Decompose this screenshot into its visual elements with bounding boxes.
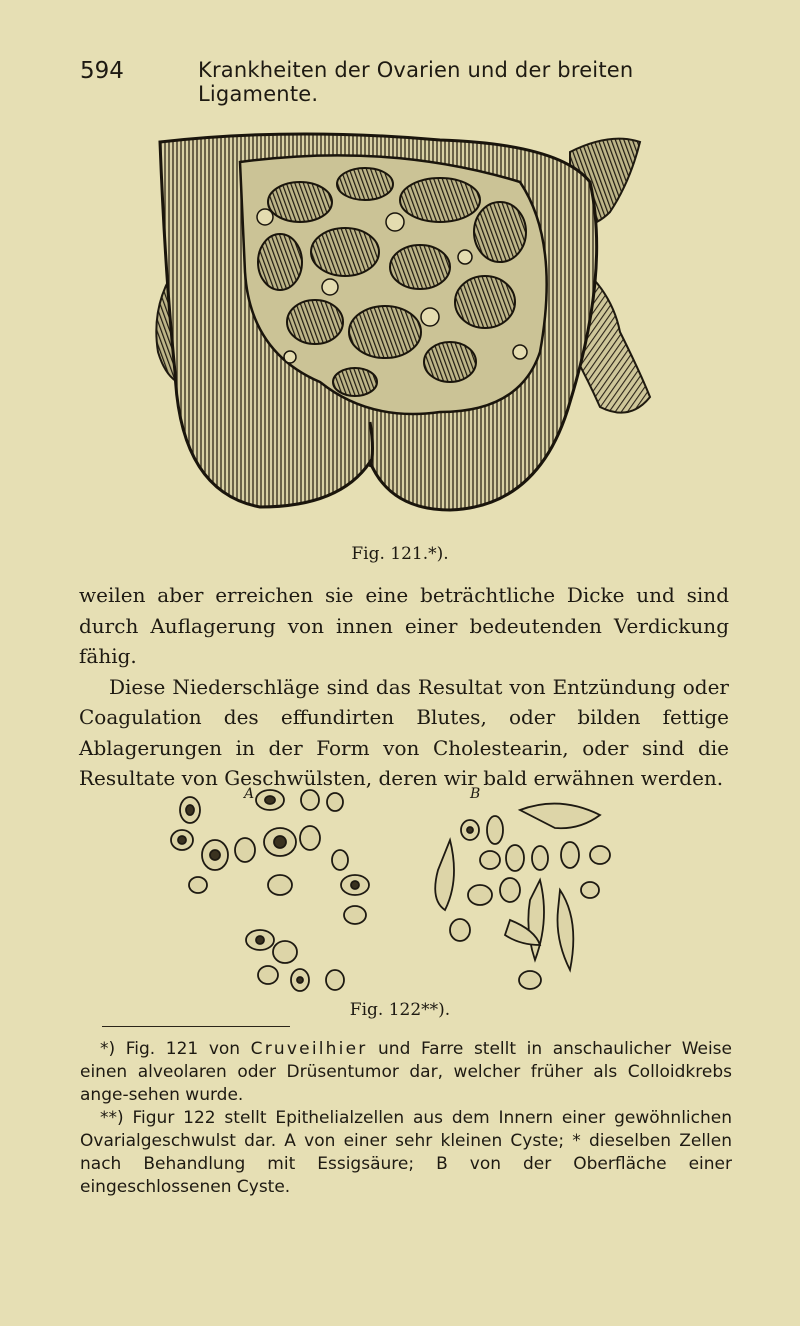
running-title: Krankheiten der Ovarien und der breiten Ligamente.	[198, 58, 634, 106]
figure-121-illustration	[140, 122, 660, 512]
paragraph: Diese Niederschläge sind das Resultat von Entzündung oder Coagulation des effundirten Blutes, oder bilden fettige Ablagerungen in der Form von Cholestearin, oder sind die Resultate von Geschwülsten, deren wir bald erwähnen werden.	[79, 674, 729, 790]
footnote-reference: Fig. 121 von	[125, 1039, 241, 1059]
footnote-divider	[102, 1026, 290, 1027]
footnote-2	[80, 1107, 732, 1199]
figure-122-caption: Fig. 122**).	[349, 1000, 451, 1020]
page-header	[80, 58, 740, 106]
footnotes	[80, 1038, 732, 1199]
footnote-1	[80, 1038, 732, 1107]
page-number: 594	[80, 58, 124, 84]
figure-122-label-a: A	[244, 786, 255, 802]
footnote-marker: *)	[100, 1039, 116, 1059]
footnote-author: Cruveilhier	[250, 1039, 368, 1059]
footnote-text: und Farre stellt in anschaulicher Weise einen alveolaren oder Drüsentumor dar, welcher früher als Colloidkrebs ange-sehen wurde.	[80, 1039, 732, 1105]
footnote-text: Figur 122 stellt Epithelialzellen aus dem Innern einer gewöhnlichen Ovarialgeschwulst dar. A von einer sehr kleinen Cyste; * dieselben Zellen nach Behandlung mit Essigsäure; B von der Oberfläche einer eingeschlossenen Cyste.	[80, 1108, 732, 1197]
paragraph: weilen aber erreichen sie eine beträchtliche Dicke und sind durch Auflagerung von innen einer bedeutenden Verdickung fähig.	[79, 583, 729, 668]
body-text	[79, 580, 729, 794]
footnote-marker: **)	[100, 1108, 124, 1128]
figure-122-label-b: B	[470, 786, 481, 802]
figure-122-illustration	[160, 770, 650, 995]
figure-121-caption: Fig. 121.*).	[351, 544, 449, 564]
